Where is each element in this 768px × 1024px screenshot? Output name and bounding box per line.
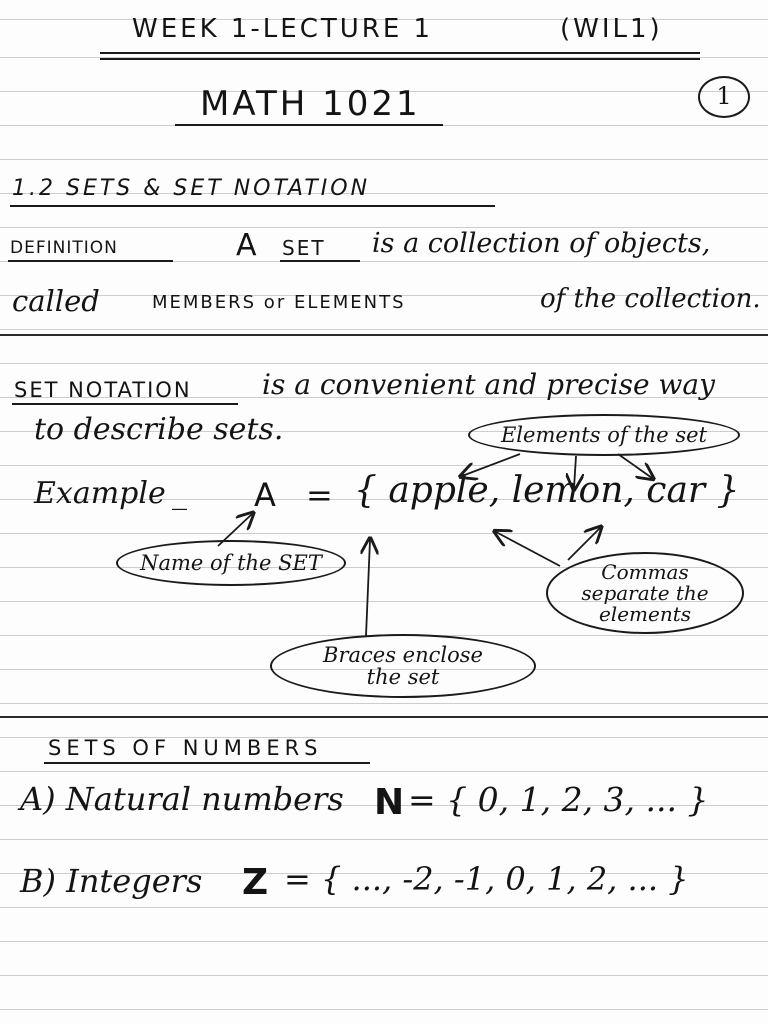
definition-set-term: SET: [282, 236, 326, 260]
set-notation-line2: to describe sets.: [34, 412, 284, 447]
week-code: (WIL1): [560, 14, 663, 44]
week-title: WEEK 1-LECTURE 1: [132, 14, 434, 44]
integers-label: B) Integers: [20, 862, 203, 900]
natural-numbers-label: A) Natural numbers: [20, 780, 344, 818]
page-number: 1: [716, 82, 732, 111]
arrow-to-comma-2: [568, 528, 600, 560]
definition-line1-post: is a collection of objects,: [372, 228, 711, 259]
numbers-heading-underline: [44, 762, 370, 764]
callout-commas-text: Commas separate the elements: [581, 559, 709, 626]
integers-symbol: Z: [242, 862, 269, 903]
example-set-body: { apple, lemon, car }: [354, 470, 740, 511]
definition-line2-caps: MEMBERS or ELEMENTS: [152, 292, 406, 313]
arrow-to-brace: [366, 540, 370, 636]
page-number-circle: [698, 76, 750, 118]
natural-numbers-symbol: N: [374, 782, 405, 823]
definition-line2-post: of the collection.: [540, 284, 761, 314]
definition-line1-pre: A: [236, 228, 257, 263]
integers-set: = { ..., -2, -1, 0, 1, 2, ... }: [284, 860, 689, 898]
example-label: Example: [34, 476, 166, 511]
week-title-underline: [100, 52, 700, 54]
set-notation-underline: [12, 403, 238, 405]
definition-line2-pre: called: [12, 284, 100, 318]
set-term-underline: [280, 260, 360, 262]
set-notation-term: SET NOTATION: [14, 378, 192, 402]
callout-commas: [546, 552, 744, 634]
definition-label: DEFINITION: [10, 238, 118, 258]
week-title-underline-2: [100, 58, 700, 60]
divider-rule-2: [0, 716, 768, 718]
course-title: MATH 1021: [200, 84, 421, 124]
example-set-name: A: [254, 476, 276, 514]
example-dash: _: [172, 476, 187, 511]
set-notation-line1-post: is a convenient and precise way: [262, 368, 715, 401]
course-underline: [175, 124, 443, 126]
natural-numbers-set: = { 0, 1, 2, 3, ... }: [408, 780, 709, 819]
callout-braces-text: Braces enclose the set: [323, 642, 483, 689]
section-heading: 1.2 SETS & SET NOTATION: [12, 176, 371, 201]
numbers-heading: SETS OF NUMBERS: [48, 736, 323, 760]
divider-rule-1: [0, 334, 768, 336]
callout-name-of-set: [116, 540, 346, 586]
example-equals: =: [306, 476, 333, 514]
arrow-to-comma-1: [496, 532, 560, 566]
definition-label-underline: [8, 260, 173, 262]
callout-elements-text: Elements of the set: [500, 422, 708, 447]
callout-name-text: Name of the SET: [140, 550, 322, 575]
callout-braces: [270, 634, 536, 698]
callout-elements-of-set: [468, 414, 740, 456]
section-heading-underline: [10, 205, 495, 207]
